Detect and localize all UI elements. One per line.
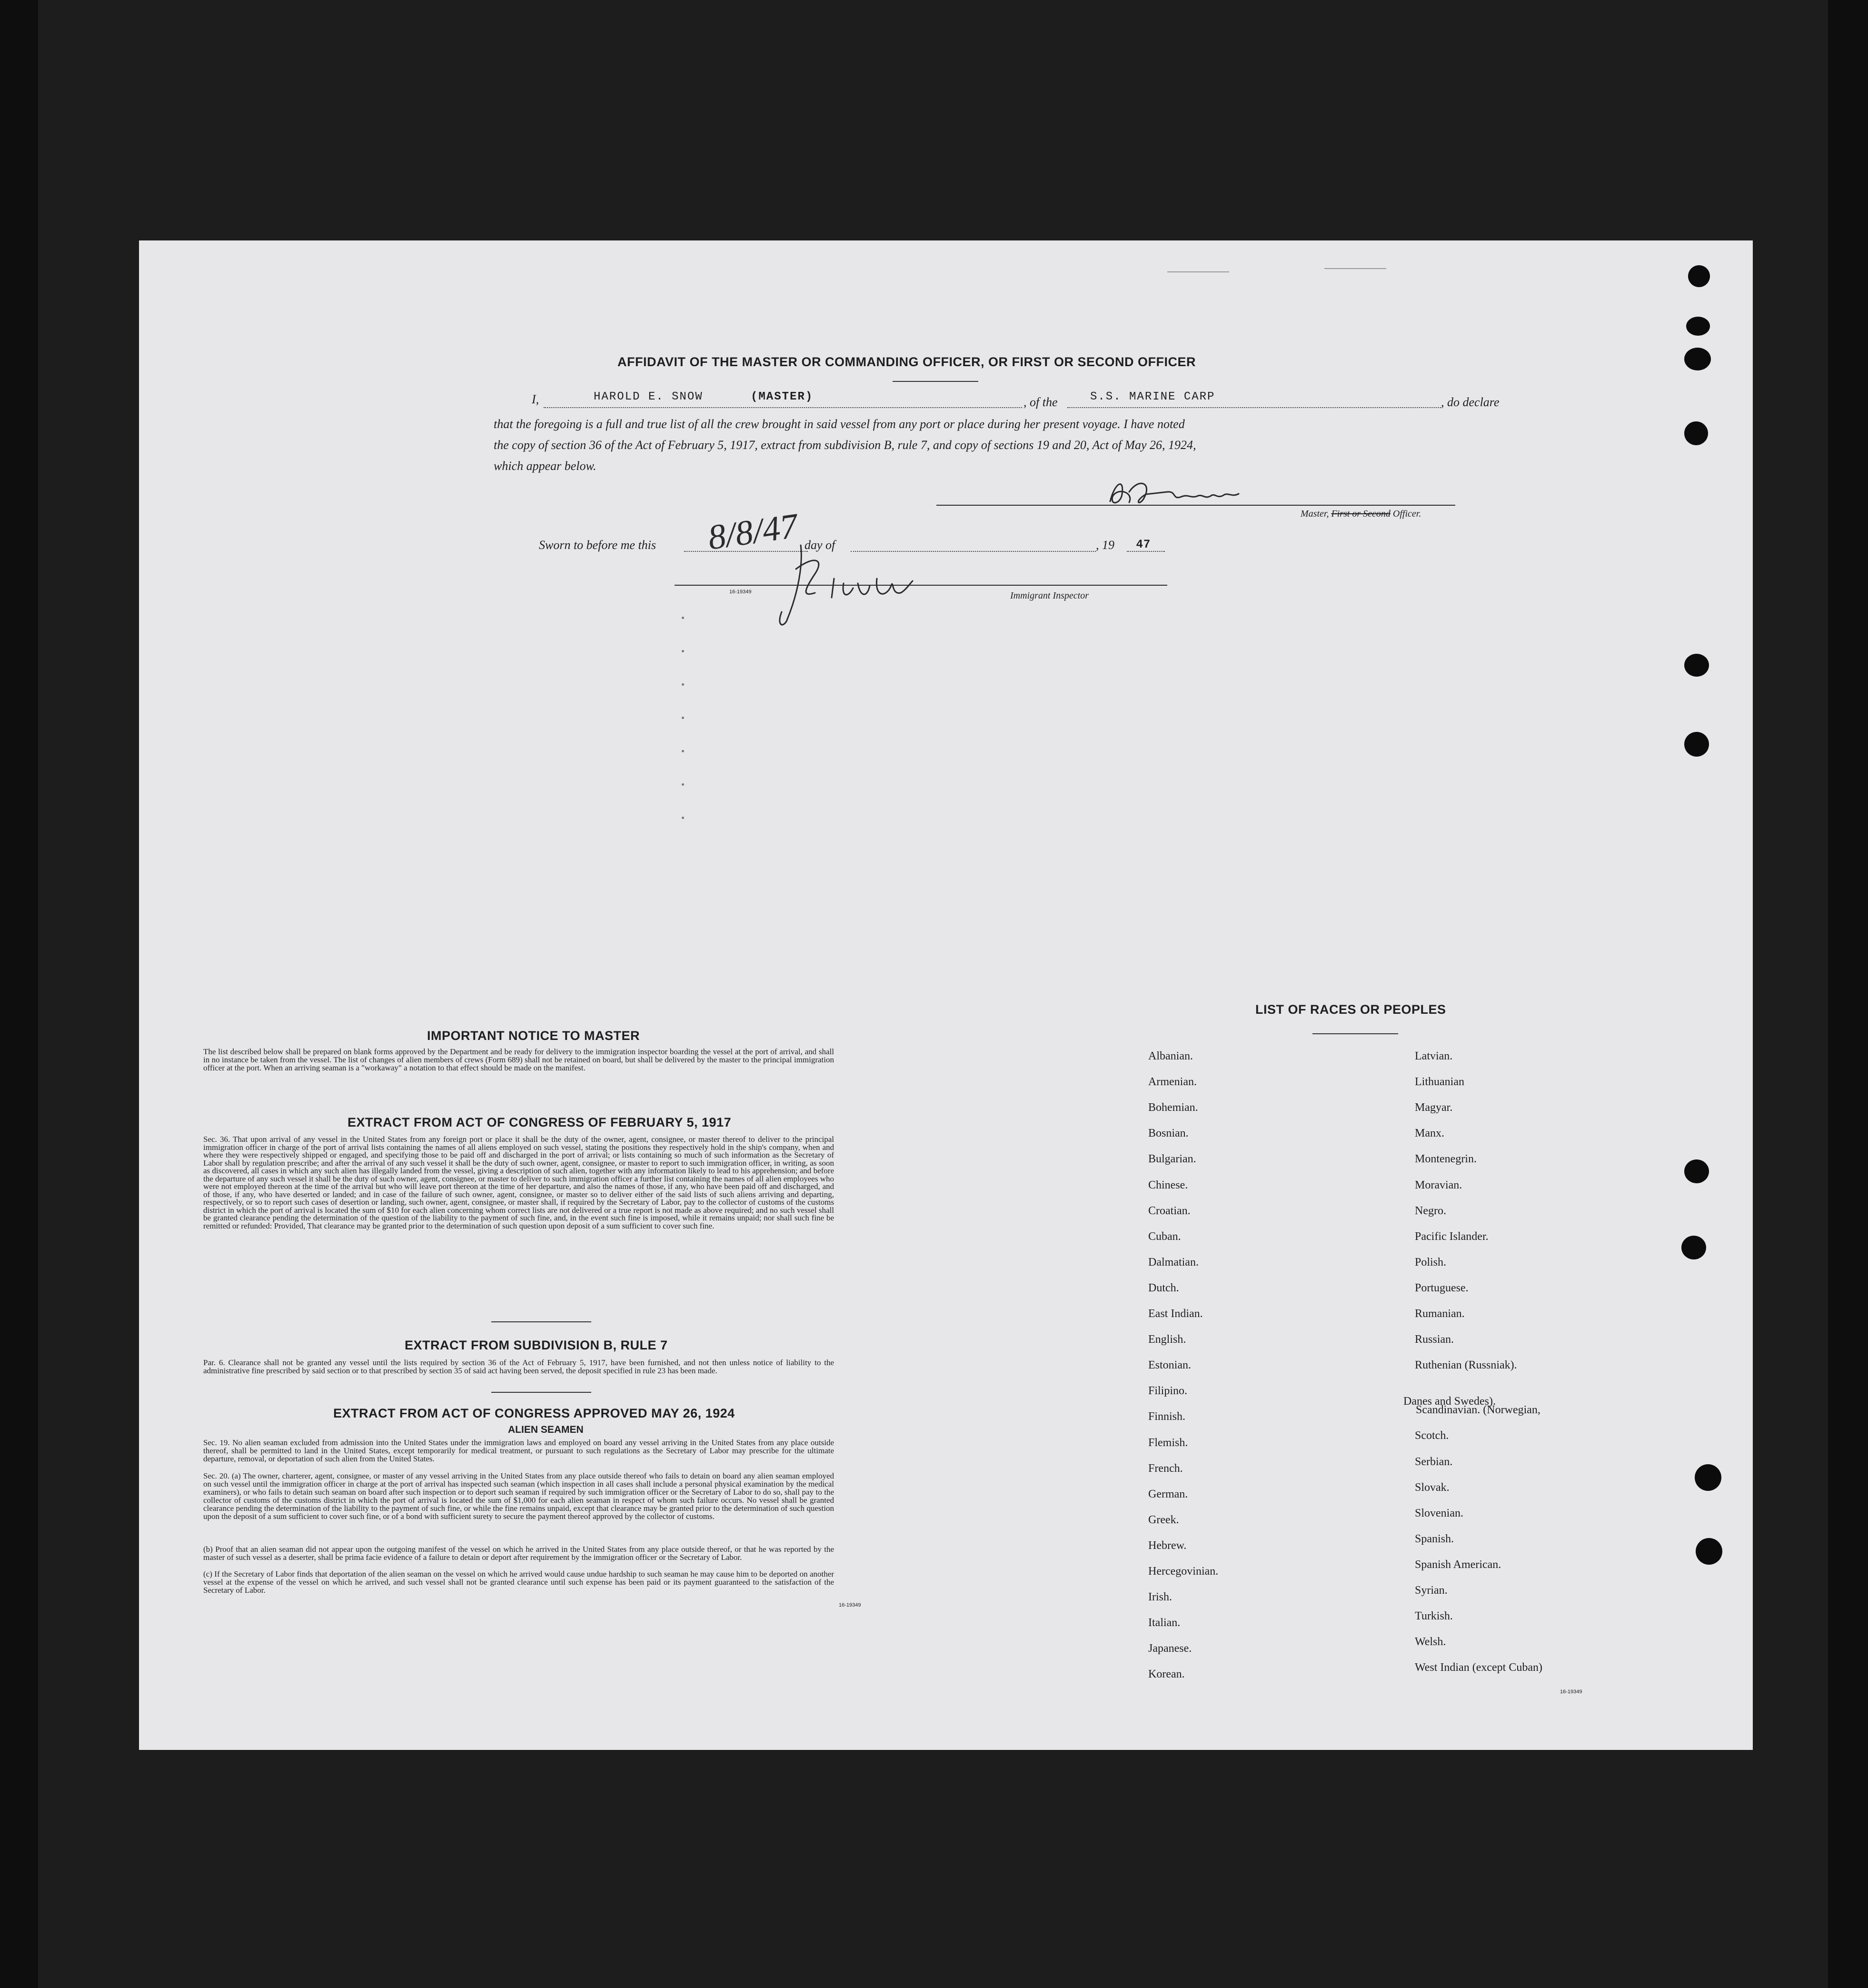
master-rank: (MASTER) [751,390,814,403]
race-right-item: Rumanian. [1415,1308,1465,1320]
race-right-item: Spanish. [1415,1532,1454,1545]
race-left-item: Dalmatian. [1148,1256,1199,1269]
punch-hole [1688,265,1710,287]
race-right-item: Serbian. [1415,1455,1453,1468]
do-declare-label: , do declare [1441,395,1500,409]
sworn-label: Sworn to before me this [539,538,656,552]
race-right-item: Montenegrin. [1415,1153,1477,1166]
affidavit-title: AFFIDAVIT OF THE MASTER OR COMMANDING OFFICER, OR FIRST OR SECOND OFFICER [617,355,1196,369]
extract-1924-sec20a: Sec. 20. (a) The owner, charterer, agent, consignee, or master of any vessel arriving in the United States from any place outside thereof who fails to detain on board any alien seaman employed on such vessel until the immigration officer in charge at the port of arrival has inspected such seaman (which inspection in all cases shall include a personal physical examination by the medical examiners), or who fails to detain such seaman on board after such inspection or to deport such seaman if required by such immigration officer or the Secretary of Labor to do so, shall pay to the collector of customs of the customs district in which the port of arrival is located the sum of $1,000 for each alien seaman in respect of whom such failure occurs. No vessel shall be granted clearance pending the determination of the liability to the payment of such fine, or while the fine remains unpaid, except that clearance may be granted prior to the determination of such question upon the deposit of a sum sufficient to cover such fine, or of a bond with sufficient surety to secure the payment thereof approved by the collector of customs. [203,1471,834,1521]
race-right-item: Syrian. [1415,1584,1448,1597]
race-right-item: Magyar. [1415,1101,1453,1114]
scan-mark [682,650,684,652]
race-right-item: Manx. [1415,1127,1444,1140]
extract-rule7-body: Par. 6. Clearance shall not be granted any vessel until the lists required by section 36 of the Act of February 5, 1917, have been furnished, and not then unless notice of liability to the administrative fine prescribed by said section or to that prescribed by section 35 of said act having been served, the deposit specified in rule 23 has been made. [203,1358,834,1375]
race-left-item: Dutch. [1148,1281,1179,1294]
i-prefix: I, [532,392,539,406]
race-right-item: Welsh. [1415,1636,1446,1648]
scan-mark [682,617,684,619]
year-line [1127,551,1165,552]
punch-hole [1684,1159,1709,1183]
notice-body: The list described below shall be prepared on blank forms approved by the Department and be ready for delivery to the immigration inspector boarding the vessel at the port of arrival, and shall in no instance be taken from the vessel. The list of changes of alien members of crews (Form 689) shall not be retained on board, but shall be delivered by the master to the principal immigration officer at the port. When an arriving seaman is a "workaway" a notation to that effect should be made on the manifest. [203,1047,834,1072]
race-left-item: Albanian. [1148,1050,1193,1062]
master-caption-struck: First or Second [1331,509,1391,519]
scan-mark [1324,268,1386,269]
scan-mark [1167,271,1229,272]
race-right-item: Negro. [1415,1204,1446,1217]
race-right-item: Slovak. [1415,1481,1450,1494]
inspector-caption: Immigrant Inspector [1010,590,1089,601]
race-right-item: Ruthenian (Russniak). [1415,1359,1517,1372]
year-prefix: , 19 [1096,538,1114,552]
race-scandinavian-cont: Danes and Swedes). [1403,1395,1496,1408]
scan-mark [682,783,684,786]
scan-mark [682,750,684,752]
extract-1917-body: Sec. 36. That upon arrival of any vessel in the United States from any foreign port or place it shall be the duty of the owner, agent, consignee, or master thereof to deliver to the principal immigration officer in charge of the port of arrival lists containing the names of all aliens employed on such vessel, stating the positions they respectively hold in the ship's company, when and where they were respectively shipped or engaged, and specifying those to be paid off and discharged in the port of arrival; or lists containing so much of such information as the Secretary of Labor shall by regulation prescribe; and after the arrival of any such vessel it shall be the duty of such owner, agent, consignee, or master to report to such immigration officer, in writing, as soon as discovered, all cases in which any such alien has illegally landed from the vessel, giving a description of such alien, together with any information likely to lead to his apprehension; and before the departure of any such vessel it shall be the duty of such owner, agent, consignee, or master to deliver to such immigration officer a further list containing the names of all alien employees who were not employed thereon at the time of the arrival but who will leave port thereon at the time of her departure, and also the names of those, if any, who have been paid off and discharged, and of those, if any, who have deserted or landed; and in case of the failure of such owner, agent, consignee, or master so to deliver either of the said lists of such aliens arriving and departing, respectively, or so to report such cases of desertion or landing, such owner, agent, consignee, or master shall, if required by the Secretary of Labor, pay to the collector of customs of the customs district in which the port of arrival is located the sum of $10 for each alien concerning whom correct lists are not delivered or a true report is not made as above required; and no such vessel shall be granted clearance pending the determination of the question of the liability to the payment of such fine, and, in the event such fine is imposed, while it remains unpaid; nor shall such fine be remitted or refunded: Provided, That clearance may be granted prior to the determination of such question upon deposit of a sum sufficient to cover such fine. [203,1135,834,1230]
master-caption-officer: Officer. [1392,509,1421,519]
master-caption-word: Master, [1301,509,1329,519]
punch-hole [1684,421,1708,445]
race-left-item: Filipino. [1148,1385,1188,1398]
section-divider [491,1321,591,1322]
document-page [139,240,1753,1750]
race-right-item: Scandinavian. (Norwegian, [1416,1404,1540,1417]
race-left-item: Korean. [1148,1668,1185,1681]
declaration-line-1: that the foregoing is a full and true list of all the crew brought in said vessel from any port or place during her present voyage. I have noted [494,417,1185,431]
extract-1924-sec19: Sec. 19. No alien seaman excluded from admission into the United States under the immigration laws and employed on board any vessel arriving in the United States from any place outside thereof, shall be permitted to land in the United States, except temporarily for medical treatment, or pursuant to such regulations as the Secretary of Labor may prescribe for the ultimate departure, removal, or deportation of such alien from the United States. [203,1438,834,1463]
affidavit-form-number: 16-19349 [729,589,752,595]
day-of-label: day of [805,538,835,552]
race-right-item: Polish. [1415,1256,1447,1269]
race-right-item: Latvian. [1415,1050,1453,1062]
punch-hole [1695,1464,1721,1491]
declaration-line-3: which appear below. [494,459,596,473]
race-left-item: Italian. [1148,1617,1181,1629]
inspector-signature-line [675,585,1167,586]
extract-1924-subtitle: ALIEN SEAMEN [508,1424,584,1435]
race-left-item: Chinese. [1148,1179,1188,1191]
race-left-item: Japanese. [1148,1642,1192,1655]
notice-title: IMPORTANT NOTICE TO MASTER [427,1029,640,1043]
races-title: LIST OF RACES OR PEOPLES [1255,1002,1446,1017]
race-left-item: Cuban. [1148,1230,1181,1243]
punch-hole [1684,654,1709,677]
race-left-item: Estonian. [1148,1359,1191,1372]
race-left-item: French. [1148,1462,1183,1475]
vessel-name: S.S. MARINE CARP [1090,390,1215,403]
race-left-item: Hebrew. [1148,1539,1187,1552]
punch-hole [1684,732,1709,757]
race-right-item: Scotch. [1415,1429,1449,1442]
extract-1924-title: EXTRACT FROM ACT OF CONGRESS APPROVED MAY 26, 1924 [333,1406,735,1420]
extract-1917-title: EXTRACT FROM ACT OF CONGRESS OF FEBRUARY 5, 1917 [348,1115,732,1129]
race-left-item: Greek. [1148,1513,1179,1526]
race-left-item: Flemish. [1148,1436,1188,1449]
scan-mark [682,683,684,686]
race-left-item: German. [1148,1488,1188,1500]
extract-1924-sec20b: (b) Proof that an alien seaman did not appear upon the outgoing manifest of the vessel on which he arrived in the United States from any place outside thereof, or that he was reported by the master of such vessel as a deserter, shall be prima facie evidence of a failure to detain or deport after requirement by the immigration officer or the Secretary of Labor. [203,1545,834,1562]
master-signature-line [936,505,1455,506]
race-left-item: Armenian. [1148,1076,1197,1089]
vessel-name-line [1067,407,1441,408]
races-form-number: 16-19349 [1560,1689,1582,1695]
race-right-item: Moravian. [1415,1179,1462,1191]
of-the-label: , of the [1023,395,1058,409]
inspector-signature [748,526,929,631]
race-right-item: Russian. [1415,1333,1454,1346]
scan-mark [682,817,684,819]
section-divider [491,1392,591,1393]
race-right-item: West Indian (except Cuban) [1415,1661,1542,1674]
master-name: HAROLD E. SNOW [594,390,703,403]
year-suffix: 47 [1136,538,1151,550]
race-left-item: East Indian. [1148,1308,1203,1320]
master-caption [1301,507,1421,520]
race-right-item: Turkish. [1415,1610,1453,1623]
race-right-item: Pacific Islander. [1415,1230,1489,1243]
race-left-item: Bosnian. [1148,1127,1189,1140]
race-left-item: Hercegovinian. [1148,1565,1219,1578]
race-right-item: Spanish American. [1415,1558,1501,1571]
race-left-item: Finnish. [1148,1410,1186,1423]
race-left-item: Bohemian. [1148,1101,1198,1114]
race-right-item: Slovenian. [1415,1507,1463,1519]
race-right-item: Lithuanian [1415,1076,1464,1089]
extract-rule7-title: EXTRACT FROM SUBDIVISION B, RULE 7 [405,1338,668,1352]
extract-1924-sec20c: (c) If the Secretary of Labor finds that deportation of the alien seaman on the vessel on which he arrived would cause undue hardship to such seaman he may cause him to be deported on another vessel at the expense of the vessel on which he arrived, and such vessel shall not be granted clearance until such expense has been paid or its payment guaranteed to the satisfaction of the Secretary of Labor. [203,1569,834,1595]
punch-hole [1686,317,1710,336]
master-name-line [544,407,1022,408]
declaration-line-2: the copy of section 36 of the Act of February 5, 1917, extract from subdivision B, rule 7, and copy of sections 19 and 20, Act of May 26, 1924, [494,438,1196,452]
punch-hole [1681,1236,1706,1259]
punch-hole [1684,348,1711,370]
race-left-item: Croatian. [1148,1204,1191,1217]
races-title-rule [1312,1033,1398,1034]
extract-form-number: 16-19349 [839,1602,861,1608]
punch-hole [1696,1538,1722,1565]
race-left-item: Bulgarian. [1148,1153,1196,1166]
race-left-item: English. [1148,1333,1186,1346]
sworn-date-handwritten: 8/8/47 [705,506,800,558]
race-left-item: Irish. [1148,1591,1172,1604]
title-rule [893,381,978,382]
scan-mark [682,717,684,719]
race-right-item: Portuguese. [1415,1281,1469,1294]
